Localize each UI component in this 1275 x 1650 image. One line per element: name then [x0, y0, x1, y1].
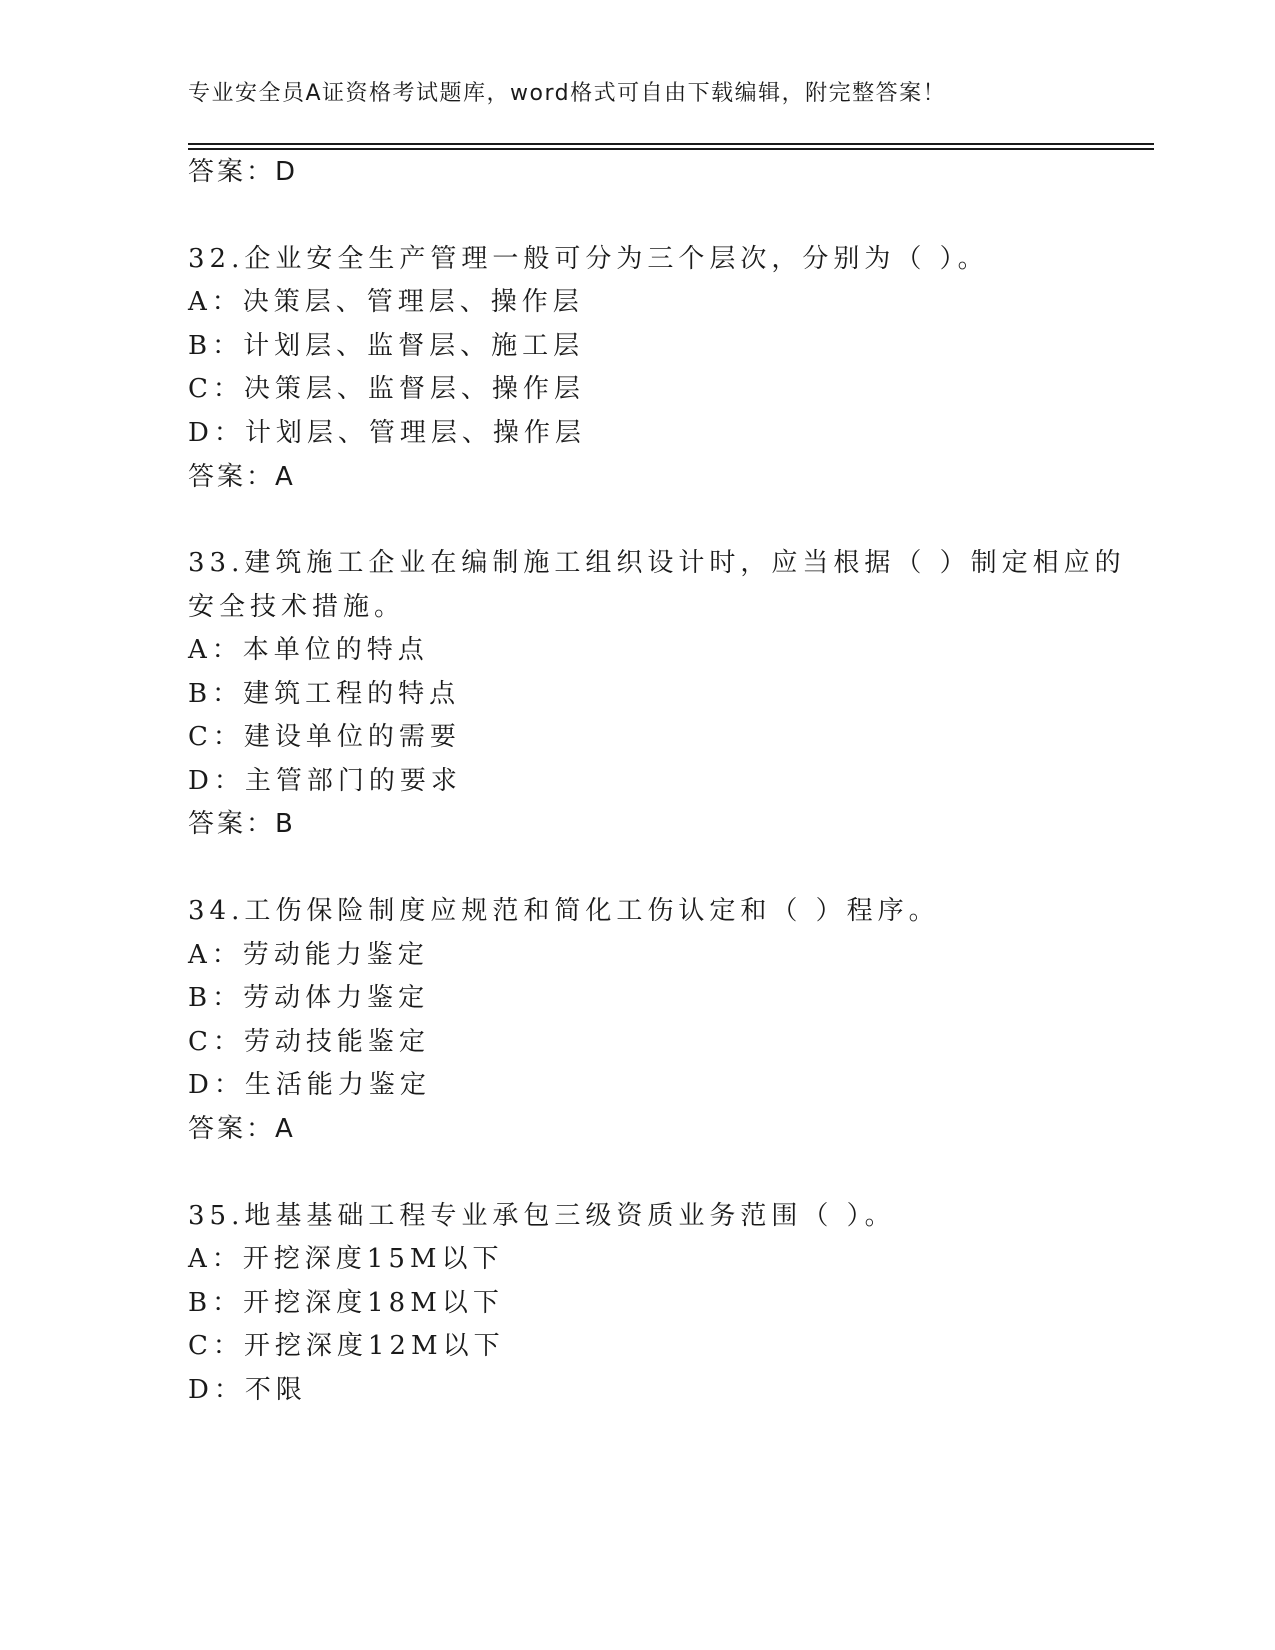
option-b: B：开挖深度18M以下 [188, 1288, 504, 1318]
answer-line: 答案：D [188, 157, 299, 187]
option-d: D：不限 [188, 1375, 307, 1405]
answer-line: 答案：B [188, 809, 296, 839]
question-stem-continued: 安全技术措施。 [188, 592, 406, 622]
option-a: A：劳动能力鉴定 [188, 940, 429, 970]
option-b: B：劳动体力鉴定 [188, 983, 430, 1013]
question-stem: 33.建筑施工企业在编制施工组织设计时，应当根据（ ）制定相应的 [188, 548, 1126, 578]
option-c: C：开挖深度12M以下 [188, 1331, 505, 1361]
answer-line: 答案：A [188, 462, 296, 492]
option-a: A：决策层、管理层、操作层 [188, 287, 584, 317]
option-a: A：开挖深度15M以下 [188, 1244, 504, 1274]
option-a: A：本单位的特点 [188, 635, 429, 665]
option-b: B：计划层、监督层、施工层 [188, 331, 585, 361]
option-c: C：建设单位的需要 [188, 722, 461, 752]
option-d: D：计划层、管理层、操作层 [188, 418, 586, 448]
option-b: B：建筑工程的特点 [188, 679, 461, 709]
question-stem: 35.地基基础工程专业承包三级资质业务范围（ ）。 [188, 1201, 896, 1231]
option-d: D：生活能力鉴定 [188, 1070, 431, 1100]
option-c: C：决策层、监督层、操作层 [188, 374, 585, 404]
question-stem: 34.工伤保险制度应规范和简化工伤认定和（ ）程序。 [188, 896, 940, 926]
page-header: 专业安全员A证资格考试题库，word格式可自由下载编辑，附完整答案！ [188, 81, 947, 106]
header-rule-thin [188, 143, 1154, 145]
header-rule-thick [188, 148, 1154, 150]
question-stem: 32.企业安全生产管理一般可分为三个层次，分别为（ ）。 [188, 244, 989, 274]
option-c: C：劳动技能鉴定 [188, 1027, 430, 1057]
option-d: D：主管部门的要求 [188, 766, 462, 796]
answer-line: 答案：A [188, 1114, 296, 1144]
